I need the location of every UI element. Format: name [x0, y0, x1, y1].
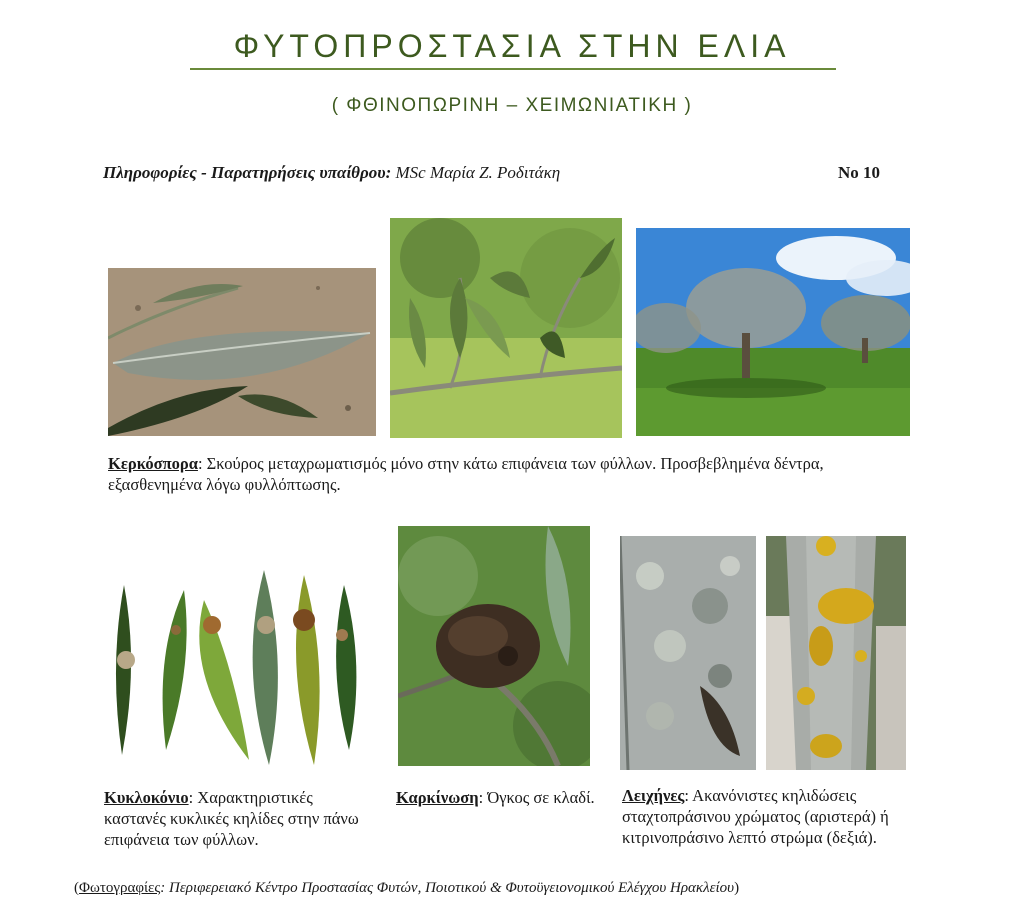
photo-cercospora-leaf	[108, 268, 376, 436]
term-tumor: Καρκίνωση	[396, 788, 479, 807]
page-subtitle: ( ΦΘΙΝΟΠΩΡΙΝΗ – ΧΕΙΜΩΝΙΑΤΙΚΗ )	[331, 95, 693, 116]
term-lichens: Λειχήνες	[622, 786, 685, 805]
photo-lichen-yellow	[766, 536, 906, 770]
photo-olive-knot	[398, 526, 590, 766]
caption-lichens	[622, 785, 952, 848]
term-cycloconium: Κυκλοκόνιο	[104, 788, 189, 807]
photo-olive-grove	[636, 228, 910, 436]
caption-tumor	[396, 787, 596, 808]
caption-cycloconium	[104, 787, 374, 850]
photo-credits	[74, 880, 739, 897]
caption-cercospora	[108, 453, 918, 495]
term-cercospora: Κερκόσπορα	[108, 454, 198, 473]
text-cercospora: : Σκούρος μεταχρωματισμός μόνο στην κάτω επιφάνεια των φύλλων. Προσβεβλημένα δέντρα, εξασθενημένα λόγω φυλλόπτωσης.	[108, 454, 824, 494]
credits-open: (	[74, 880, 79, 896]
title-underline	[190, 68, 836, 70]
photo-olive-branch	[390, 218, 622, 438]
photo-lichen-grey	[620, 536, 756, 770]
credits-text: : Περιφερειακό Κέντρο Προστασίας Φυτών, Ποιοτικού & Φυτοϋγειονομικού Ελέγχου Ηρακλείου	[160, 880, 735, 896]
credits-term: Φωτογραφίες	[79, 880, 161, 896]
page-title: ΦΥΤΟΠΡΟΣΤΑΣΙΑ ΣΤΗΝ ΕΛΙΑ	[233, 28, 791, 64]
info-author: MSc Μαρία Ζ. Ροδιτάκη	[391, 163, 561, 182]
text-tumor: : Όγκος σε κλαδί.	[478, 788, 595, 807]
issue-number: Νο 10	[838, 163, 881, 182]
info-line	[103, 163, 560, 183]
text-cycloconium: : Χαρακτηριστικές καστανές κυκλικές κηλίδες στην πάνω επιφάνεια των φύλλων.	[104, 788, 359, 849]
info-label: Πληροφορίες - Παρατηρήσεις υπαίθρου:	[103, 163, 392, 182]
text-lichens: : Ακανόνιστες κηλιδώσεις σταχτοπράσινου χρώματος (αριστερά) ή κιτρινοπράσινο λεπτό στρώμα (δεξιά).	[622, 786, 889, 847]
photo-cycloconium-leaves	[104, 565, 366, 770]
credits-close: )	[734, 880, 740, 896]
